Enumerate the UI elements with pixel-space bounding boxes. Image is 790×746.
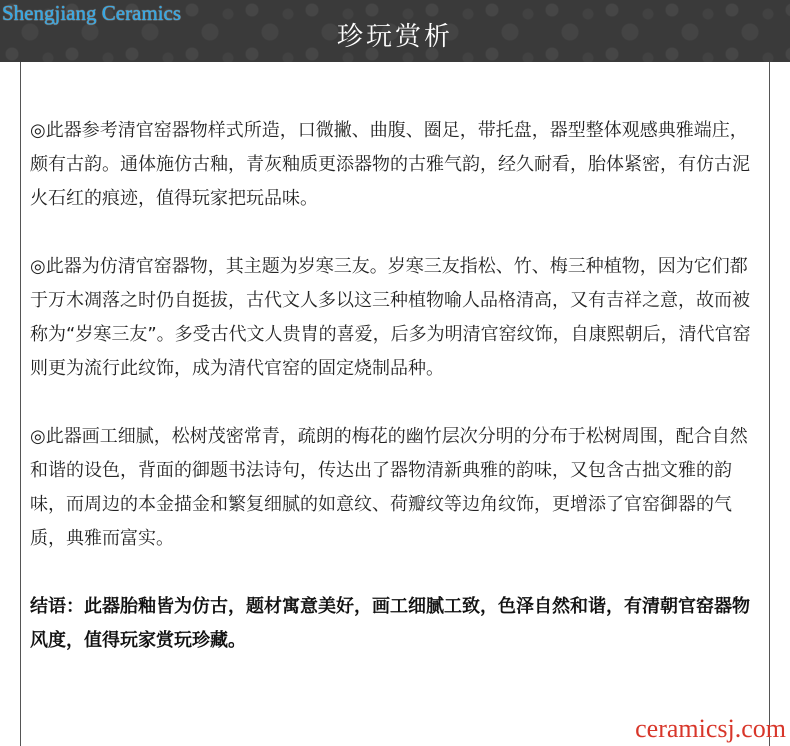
article-body [30,114,760,692]
paragraph-craft: ◎此器画工细腻，松树茂密常青，疏朗的梅花的幽竹层次分明的分布于松树周围，配合自然和谐的设色，背面的御题书法诗句，传达出了器物清新典雅的韵味，又包含古拙文雅的韵味，而周边的本金描金和繁复细腻的如意纹、荷瓣纹等边角纹饰，更增添了官窑御器的气质，典雅而富实。 [30,426,748,549]
paragraph-form: ◎此器参考清官窑器物样式所造，口微撇、曲腹、圈足，带托盘，器型整体观感典雅端庄，颇有古韵。通体施仿古釉，青灰釉质更添器物的古雅气韵，经久耐看，胎体紧密，有仿古泥火石红的痕迹，值得玩家把玩品味。 [30,120,750,209]
brand-watermark-top: Shengjiang Ceramics [2,1,182,25]
paragraph-theme: ◎此器为仿清官窑器物，其主题为岁寒三友。岁寒三友指松、竹、梅三种植物，因为它们都于万木凋落之时仍自挺拔，古代文人多以这三种植物喻人品格清高，又有吉祥之意，故而被称为“岁寒三友”。多受古代文人贵胄的喜爱，后多为明清官窑纹饰，自康熙朝后，清代官窑则更为流行此纹饰，成为清代官窑的固定烧制品种。 [30,256,751,379]
paragraph-conclusion: 结语：此器胎釉皆为仿古，题材寓意美好，画工细腻工致，色泽自然和谐，有清朝官窑器物风度，值得玩家赏玩珍藏。 [30,596,750,651]
page-title: 珍玩赏析 [336,22,453,52]
brand-watermark-bottom: ceramicsj.com [635,714,786,743]
